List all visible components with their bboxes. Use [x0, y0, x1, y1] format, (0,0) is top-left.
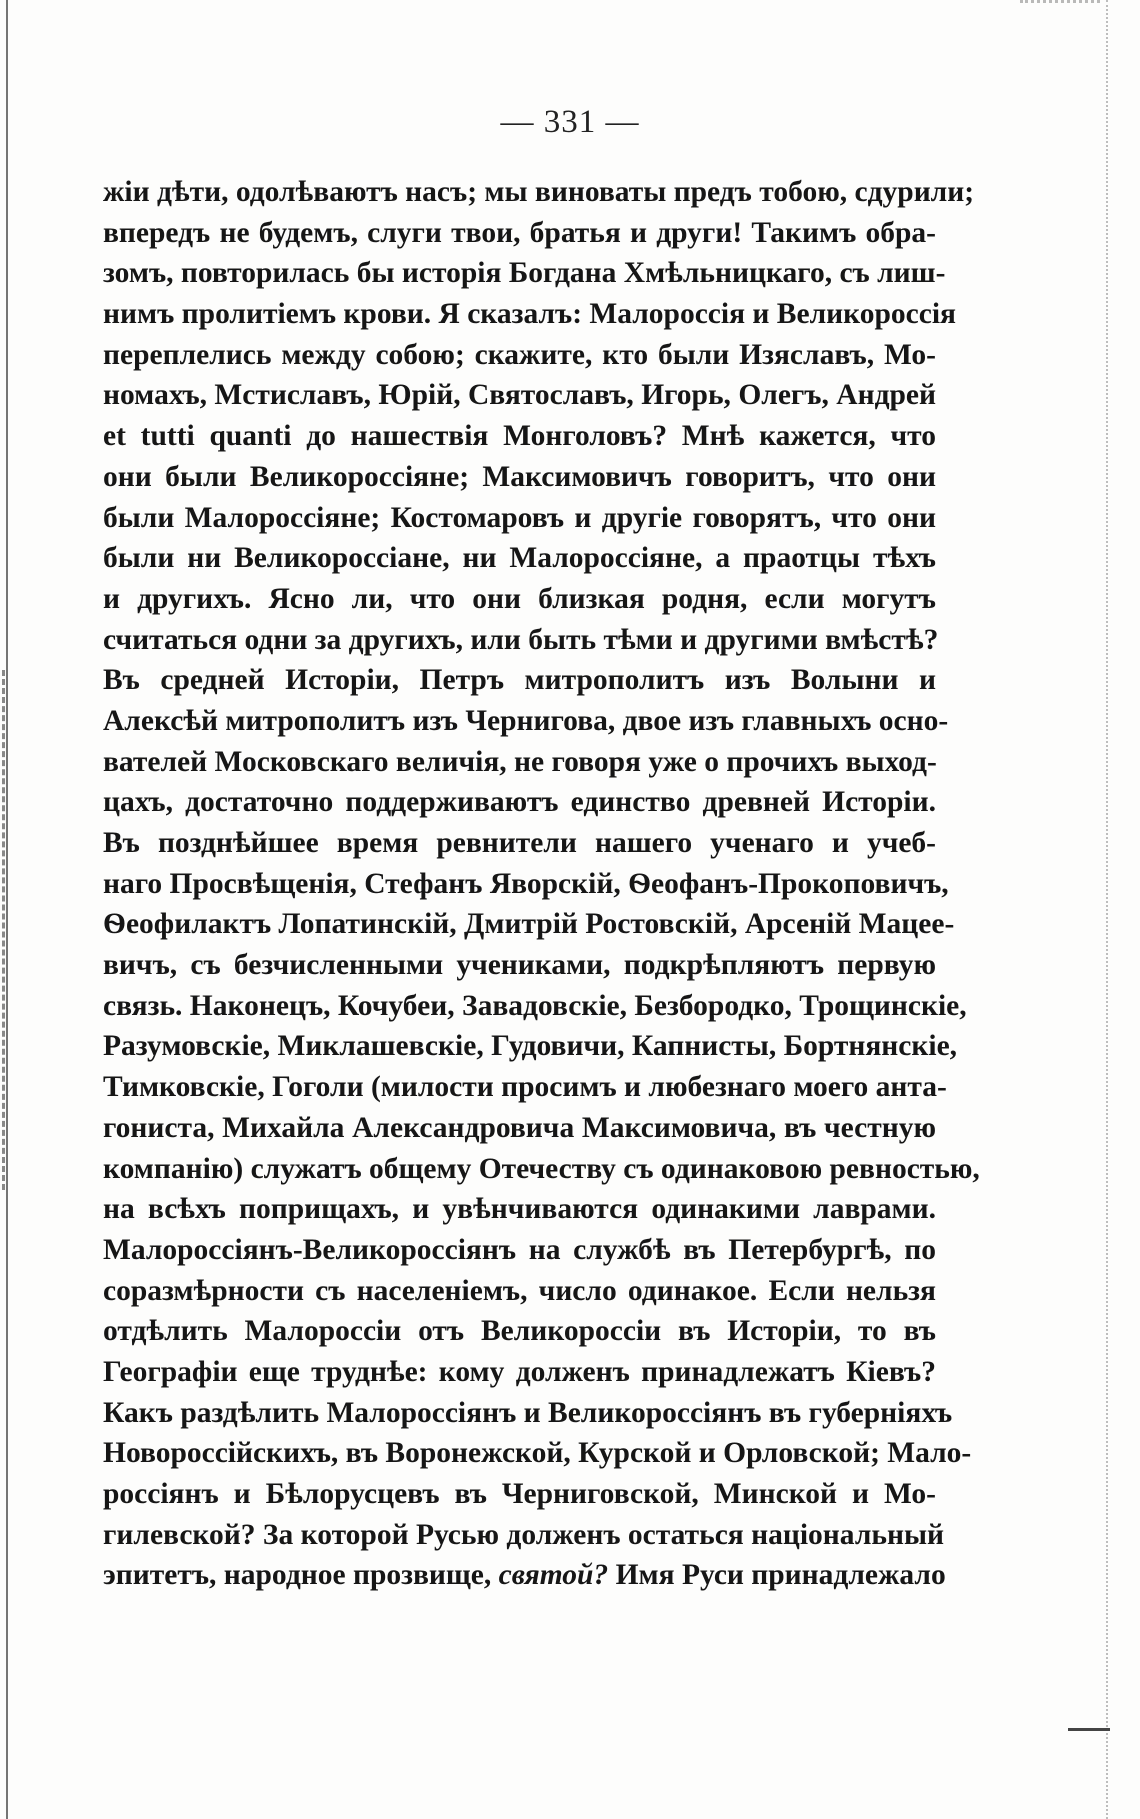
text-line: были Малороссіяне; Костомаровъ и другіе говорятъ, что они	[103, 501, 936, 534]
text-line: компанію) служатъ общему Отечеству съ одинаковою ревностью,	[103, 1152, 980, 1185]
scan-mark	[1068, 1728, 1110, 1731]
text-line: Новороссійскихъ, въ Воронежской, Курской и Орловской; Мало-	[103, 1437, 972, 1470]
text-line: Алексѣй митрополитъ изъ Чернигова, двое изъ главныхъ осно-	[103, 704, 949, 737]
text-line: Разумовскіе, Миклашевскіе, Гудовичи, Капнисты, Бортнянскіе,	[103, 1030, 958, 1063]
text-line: номахъ, Мстиславъ, Юрій, Святославъ, Игорь, Олегъ, Андрей	[103, 379, 936, 412]
text-line: Какъ раздѣлить Малороссіянъ и Великороссіянъ въ губерніяхъ	[103, 1396, 953, 1429]
text-line: жіи дѣти, одолѣваютъ насъ; мы виноваты предъ тобою, сдурили;	[103, 176, 975, 208]
text-line: цахъ, достаточно поддерживаютъ единство древней Исторіи.	[103, 786, 936, 819]
text-line: Ѳеофилактъ Лопатинскій, Дмитрій Ростовскій, Арсеній Мацее-	[103, 908, 955, 941]
text-line: считаться одни за другихъ, или быть тѣми и другими вмѣстѣ?	[103, 623, 939, 656]
text-line: связь. Наконецъ, Кочубеи, Завадовскіе, Безбородко, Трощинскіе,	[103, 989, 967, 1022]
text-line: были ни Великороссіане, ни Малороссіяне, а праотцы тѣхъ	[103, 542, 936, 575]
text-line: Въ позднѣйшее время ревнители нашего ученаго и учеб-	[103, 827, 936, 859]
text-line: они были Великороссіяне; Максимовичъ говоритъ, что они	[103, 460, 936, 493]
scan-edge-marks	[2, 670, 10, 1190]
text-line: Тимковскіе, Гоголи (милости просимъ и любезнаго моего анта-	[103, 1071, 947, 1104]
italic-word: святой?	[498, 1559, 609, 1592]
text-line: отдѣлить Малороссіи отъ Великороссіи въ Исторіи, то въ	[103, 1315, 936, 1348]
text-line: вателей Московскаго величія, не говоря уже о прочихъ выход-	[103, 745, 937, 778]
text-line: на всѣхъ поприщахъ, и увѣнчиваются одинакими лаврами.	[103, 1193, 936, 1226]
text-line: гилевской? За которой Русью долженъ остаться національный	[103, 1518, 944, 1551]
text-line: гониста, Михайла Александровича Максимовича, въ честную	[103, 1111, 936, 1144]
text-line: впередъ не будемъ, слуги твои, братья и други! Такимъ обра-	[103, 216, 936, 249]
text-line: нимъ пролитіемъ крови. Я сказалъ: Малороссія и Великороссія	[103, 298, 956, 331]
last-text-line	[103, 1555, 946, 1596]
page-number: — 331 —	[500, 104, 640, 140]
text-line: зомъ, повторилась бы исторія Богдана Хмѣльницкаго, съ лиш-	[103, 257, 946, 290]
text-line: и другихъ. Ясно ли, что они близкая родня, если могутъ	[103, 582, 936, 615]
text-line: et tutti quanti до нашествія Монголовъ? Мнѣ кажется, что	[103, 420, 936, 453]
text-line: переплелись между собою; скажите, кто были Изяславъ, Мо-	[103, 338, 936, 371]
scan-noise-top-right	[1020, 0, 1100, 43]
last-line-end: Имя Руси принадлежало	[608, 1559, 946, 1592]
text-line: россіянъ и Бѣлорусцевъ въ Черниговской, Минской и Мо-	[103, 1478, 936, 1510]
last-line-start: эпитетъ, народное прозвище,	[103, 1559, 499, 1592]
text-line: Въ средней Исторіи, Петръ митрополитъ изъ Волыни и	[103, 664, 936, 697]
body-text	[103, 172, 980, 1596]
text-line: вичъ, съ безчисленными учениками, подкрѣпляютъ первую	[103, 949, 936, 982]
text-line: Географіи еще труднѣе: кому долженъ принадлежатъ Кіевъ?	[103, 1355, 936, 1388]
scan-bleed-right	[1106, 0, 1130, 1819]
text-line: Малороссіянъ-Великороссіянъ на службѣ въ Петербургѣ, по	[103, 1233, 936, 1266]
text-line: наго Просвѣщенія, Стефанъ Яворскій, Ѳеофанъ-Прокоповичъ,	[103, 867, 949, 900]
text-line: соразмѣрности съ населеніемъ, число одинакое. Если нельзя	[103, 1274, 936, 1307]
